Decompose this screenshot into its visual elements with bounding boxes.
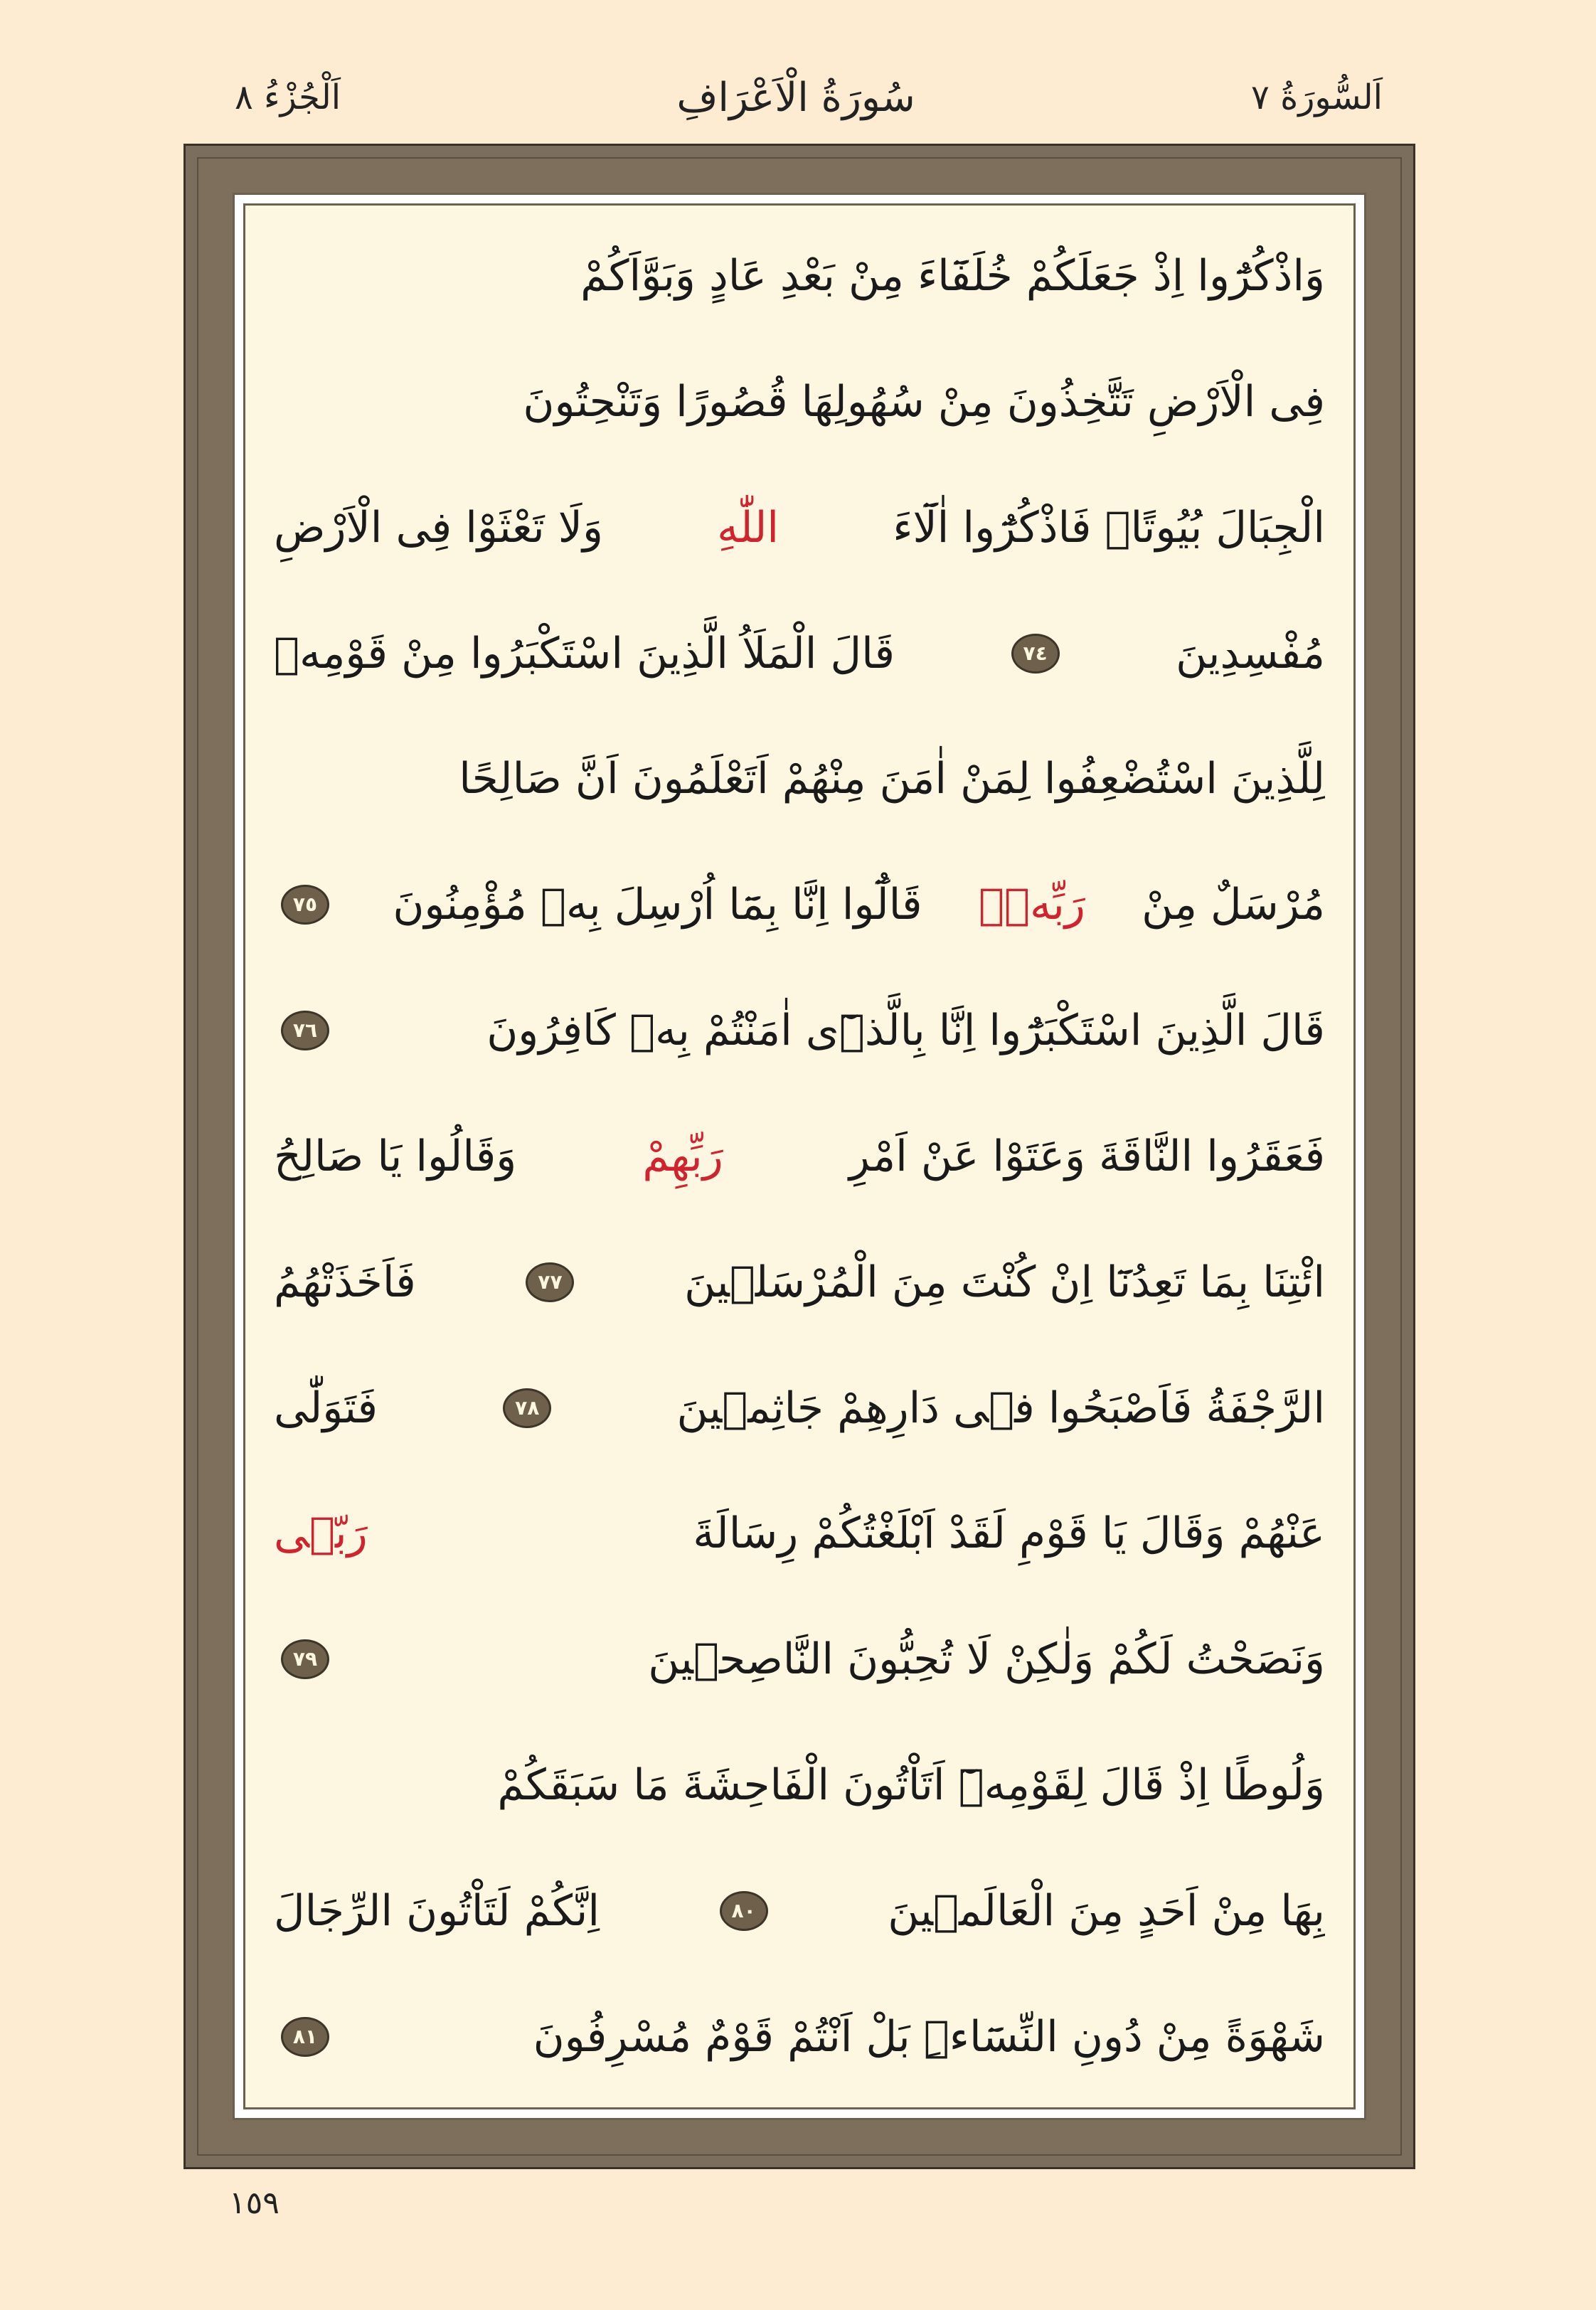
text-line — [274, 1480, 1325, 1587]
verse-text: شَهْوَةً مِنْ دُونِ النِّسَٓاءِۜ بَلْ اَنْتُمْ قَوْمٌ مُسْرِفُونَ — [533, 2011, 1325, 2062]
text-line — [274, 1984, 1325, 2090]
quran-text-lines — [274, 223, 1325, 2090]
verse-text: لِلَّذِينَ اسْتُضْعِفُوا لِمَنْ اٰمَنَ مِنْهُمْ اَتَعْلَمُونَ اَنَّ صَالِحًا — [459, 754, 1325, 804]
verse-text: وَلَا تَعْثَوْا فِى الْاَرْضِ — [274, 502, 603, 553]
verse-text: وَنَصَحْتُ لَكُمْ وَلٰكِنْ لَا تُحِبُّونَ النَّاصِح۪ينَ — [648, 1634, 1325, 1685]
text-line — [274, 851, 1325, 958]
divine-name-text: رَبِّهِمْ — [642, 1131, 723, 1181]
text-line — [274, 1858, 1325, 1964]
text-line — [274, 474, 1325, 581]
divine-name-text: رَبِّهٖۜ — [978, 880, 1085, 930]
verse-text: فِى الْاَرْضِ تَتَّخِذُونَ مِنْ سُهُولِهَا قُصُورًا وَتَنْحِتُونَ — [523, 376, 1325, 427]
surah-name: سُورَةُ الْاَعْرَافِ — [676, 74, 915, 121]
text-line — [274, 977, 1325, 1084]
verse-text: ائْتِنَا بِمَا تَعِدُنَٓا اِنْ كُنْتَ مِنَ الْمُرْسَل۪ينَ — [684, 1257, 1325, 1307]
page-frame — [183, 144, 1415, 2169]
page-number: ١٥٩ — [229, 2185, 280, 2221]
page-header — [235, 65, 1383, 129]
verse-text: وَاذْكُرُٓوا اِذْ جَعَلَكُمْ خُلَفَٓاءَ مِنْ بَعْدِ عَادٍ وَبَوَّاَكُمْ — [580, 251, 1325, 301]
verse-text: وَلُوطًا اِذْ قَالَ لِقَوْمِهٖٓ اَتَاْتُونَ الْفَاحِشَةَ مَا سَبَقَكُمْ — [497, 1760, 1325, 1811]
text-line — [274, 725, 1325, 832]
text-line — [274, 223, 1325, 329]
verse-text: مُرْسَلٌ مِنْ — [1142, 880, 1325, 930]
ayah-number-marker: ٧٧ — [526, 1262, 574, 1302]
text-line — [274, 1606, 1325, 1713]
ayah-number-marker: ٧٤ — [1011, 634, 1060, 674]
verse-text: وَقَالُوا يَا صَالِحُ — [274, 1131, 517, 1181]
text-line — [274, 600, 1325, 707]
divine-name-text: اللّٰهِ — [717, 502, 780, 553]
ayah-number-marker: ٨١ — [281, 2017, 329, 2057]
verse-text: مُفْسِدِينَ — [1176, 628, 1325, 678]
verse-text: الرَّجْفَةُ فَاَصْبَحُوا ف۪ى دَارِهِمْ جَاثِم۪ينَ — [676, 1383, 1325, 1433]
verse-text: فَتَوَلّٰى — [274, 1383, 378, 1433]
ayah-number-marker: ٧٩ — [281, 1639, 329, 1679]
verse-text: قَالَ الْمَلَاُ الَّذِينَ اسْتَكْبَرُوا مِنْ قَوْمِهٖ — [274, 628, 895, 678]
text-area — [243, 203, 1356, 2109]
surah-number: اَلسُّورَةُ ٧ — [1251, 78, 1383, 117]
verse-text: قَالَ الَّذِينَ اسْتَكْبَرُٓوا اِنَّا بِالَّذ۪ٓى اٰمَنْتُمْ بِهٖ كَافِرُونَ — [486, 1006, 1325, 1056]
verse-text: فَعَقَرُوا النَّاقَةَ وَعَتَوْا عَنْ اَمْرِ — [848, 1131, 1325, 1181]
verse-text: الْجِبَالَ بُيُوتًاۚ فَاذْكُرُٓوا اٰلَٓاءَ — [893, 502, 1325, 553]
ayah-number-marker: ٨٠ — [720, 1891, 768, 1931]
ayah-number-marker: ٧٥ — [281, 885, 329, 925]
verse-text: اِنَّكُمْ لَتَاْتُونَ الرِّجَالَ — [274, 1885, 600, 1936]
verse-text: بِهَا مِنْ اَحَدٍ مِنَ الْعَالَم۪ينَ — [888, 1885, 1325, 1936]
ayah-number-marker: ٧٨ — [503, 1388, 551, 1428]
text-line — [274, 1732, 1325, 1838]
verse-text: قَالُٓوا اِنَّا بِمَٓا اُرْسِلَ بِهٖ مُؤْمِنُونَ — [393, 880, 922, 930]
text-line — [274, 1355, 1325, 1462]
frame-inner-border — [233, 193, 1366, 2120]
ayah-number-marker: ٧٦ — [281, 1011, 329, 1050]
verse-text: فَاَخَذَتْهُمُ — [274, 1257, 416, 1307]
text-line — [274, 348, 1325, 455]
divine-name-text: رَبّ۪ى — [274, 1508, 368, 1559]
text-line — [274, 1103, 1325, 1210]
text-line — [274, 1229, 1325, 1336]
frame-border-band — [197, 157, 1402, 2156]
juz-number: اَلْجُزْءُ ٨ — [235, 78, 341, 117]
verse-text: عَنْهُمْ وَقَالَ يَا قَوْمِ لَقَدْ اَبْلَغْتُكُمْ رِسَالَةَ — [693, 1508, 1325, 1559]
